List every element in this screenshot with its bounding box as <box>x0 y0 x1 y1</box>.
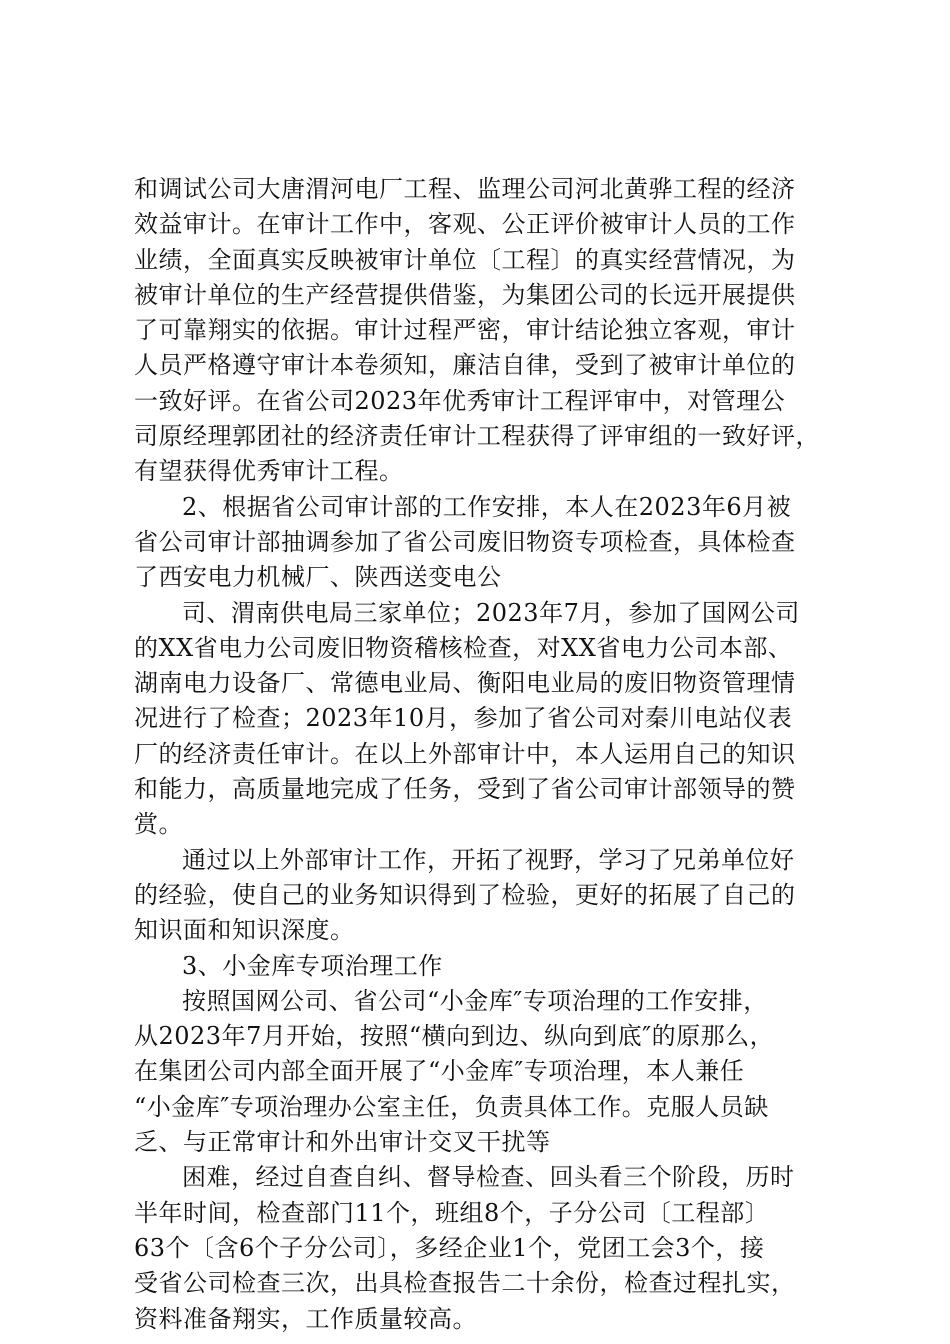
text-line: 按照国网公司、省公司“小金库″专项治理的工作安排， <box>182 986 768 1015</box>
text-line: 被审计单位的生产经营提供借鉴，为集团公司的长远开展提供 <box>134 280 796 309</box>
text-line: 受省公司检查三次，出具检查报告二十余份，检查过程扎实， <box>134 1269 796 1298</box>
text-line: 半年时间，检查部门11个，班组8个，子分公司〔工程部〕 <box>134 1198 770 1227</box>
text-line: 况进行了检查；2023年10月，参加了省公司对秦川电站仪表 <box>134 704 793 733</box>
text-line: 了西安电力机械厂、陕西送变电公 <box>134 563 502 592</box>
text-line: 从2023年7月开始，按照“横向到边、纵向到底″的原那么， <box>134 1022 775 1051</box>
text-line: 通过以上外部审计工作，开拓了视野，学习了兄弟单位好 <box>182 845 795 874</box>
text-line: 63个〔含6个子分公司〕，多经企业1个，党团工会3个，接 <box>134 1233 765 1262</box>
text-line: 省公司审计部抽调参加了省公司废旧物资专项检查，具体检查 <box>134 527 796 556</box>
text-line: 了可靠翔实的依据。审计过程严密，审计结论独立客观，审计 <box>134 316 796 345</box>
text-line: 困难，经过自查自纠、督导检查、回头看三个阶段，历时 <box>182 1163 795 1192</box>
text-line: 湖南电力设备厂、常德电业局、衡阳电业局的废旧物资管理情 <box>134 669 796 698</box>
text-line: 司、渭南供电局三家单位；2023年7月，参加了国网公司 <box>182 598 800 627</box>
document-body <box>134 172 834 1337</box>
text-line: “小金库″专项治理办公室主任，负责具体工作。克服人员缺 <box>134 1092 769 1121</box>
text-line: 乏、与正常审计和外出审计交叉干扰等 <box>134 1128 551 1157</box>
text-line: 和能力，高质量地完成了任务，受到了省公司审计部领导的赞 <box>134 775 796 804</box>
text-line: 厂的经济责任审计。在以上外部审计中，本人运用自己的知识 <box>134 739 796 768</box>
text-line: 司原经理郭团社的经济责任审计工程获得了评审组的一致好评， <box>134 422 820 451</box>
text-line: 知识面和知识深度。 <box>134 916 355 945</box>
text-line: 资料准备翔实，工作质量较高。 <box>134 1304 477 1333</box>
text-line: 的经验，使自己的业务知识得到了检验，更好的拓展了自己的 <box>134 880 796 909</box>
text-line: 人员严格遵守审计本卷须知，廉洁自律，受到了被审计单位的 <box>134 351 796 380</box>
text-line: 的XX省电力公司废旧物资稽核检查，对XX省电力公司本部、 <box>134 633 793 662</box>
text-line: 效益审计。在审计工作中，客观、公正评价被审计人员的工作 <box>134 210 796 239</box>
text-line: 在集团公司内部全面开展了“小金库″专项治理，本人兼任 <box>134 1057 745 1086</box>
text-line: 有望获得优秀审计工程。 <box>134 457 404 486</box>
text-line: 赏。 <box>134 810 183 839</box>
text-line: 3、小金库专项治理工作 <box>182 951 443 980</box>
text-line: 2、根据省公司审计部的工作安排，本人在2023年6月被 <box>182 492 792 521</box>
text-line: 业绩，全面真实反映被审计单位〔工程〕的真实经营情况，为 <box>134 245 796 274</box>
text-line: 和调试公司大唐渭河电厂工程、监理公司河北黄骅工程的经济 <box>134 175 796 203</box>
text-line: 一致好评。在省公司2023年优秀审计工程评审中，对管理公 <box>134 386 786 415</box>
